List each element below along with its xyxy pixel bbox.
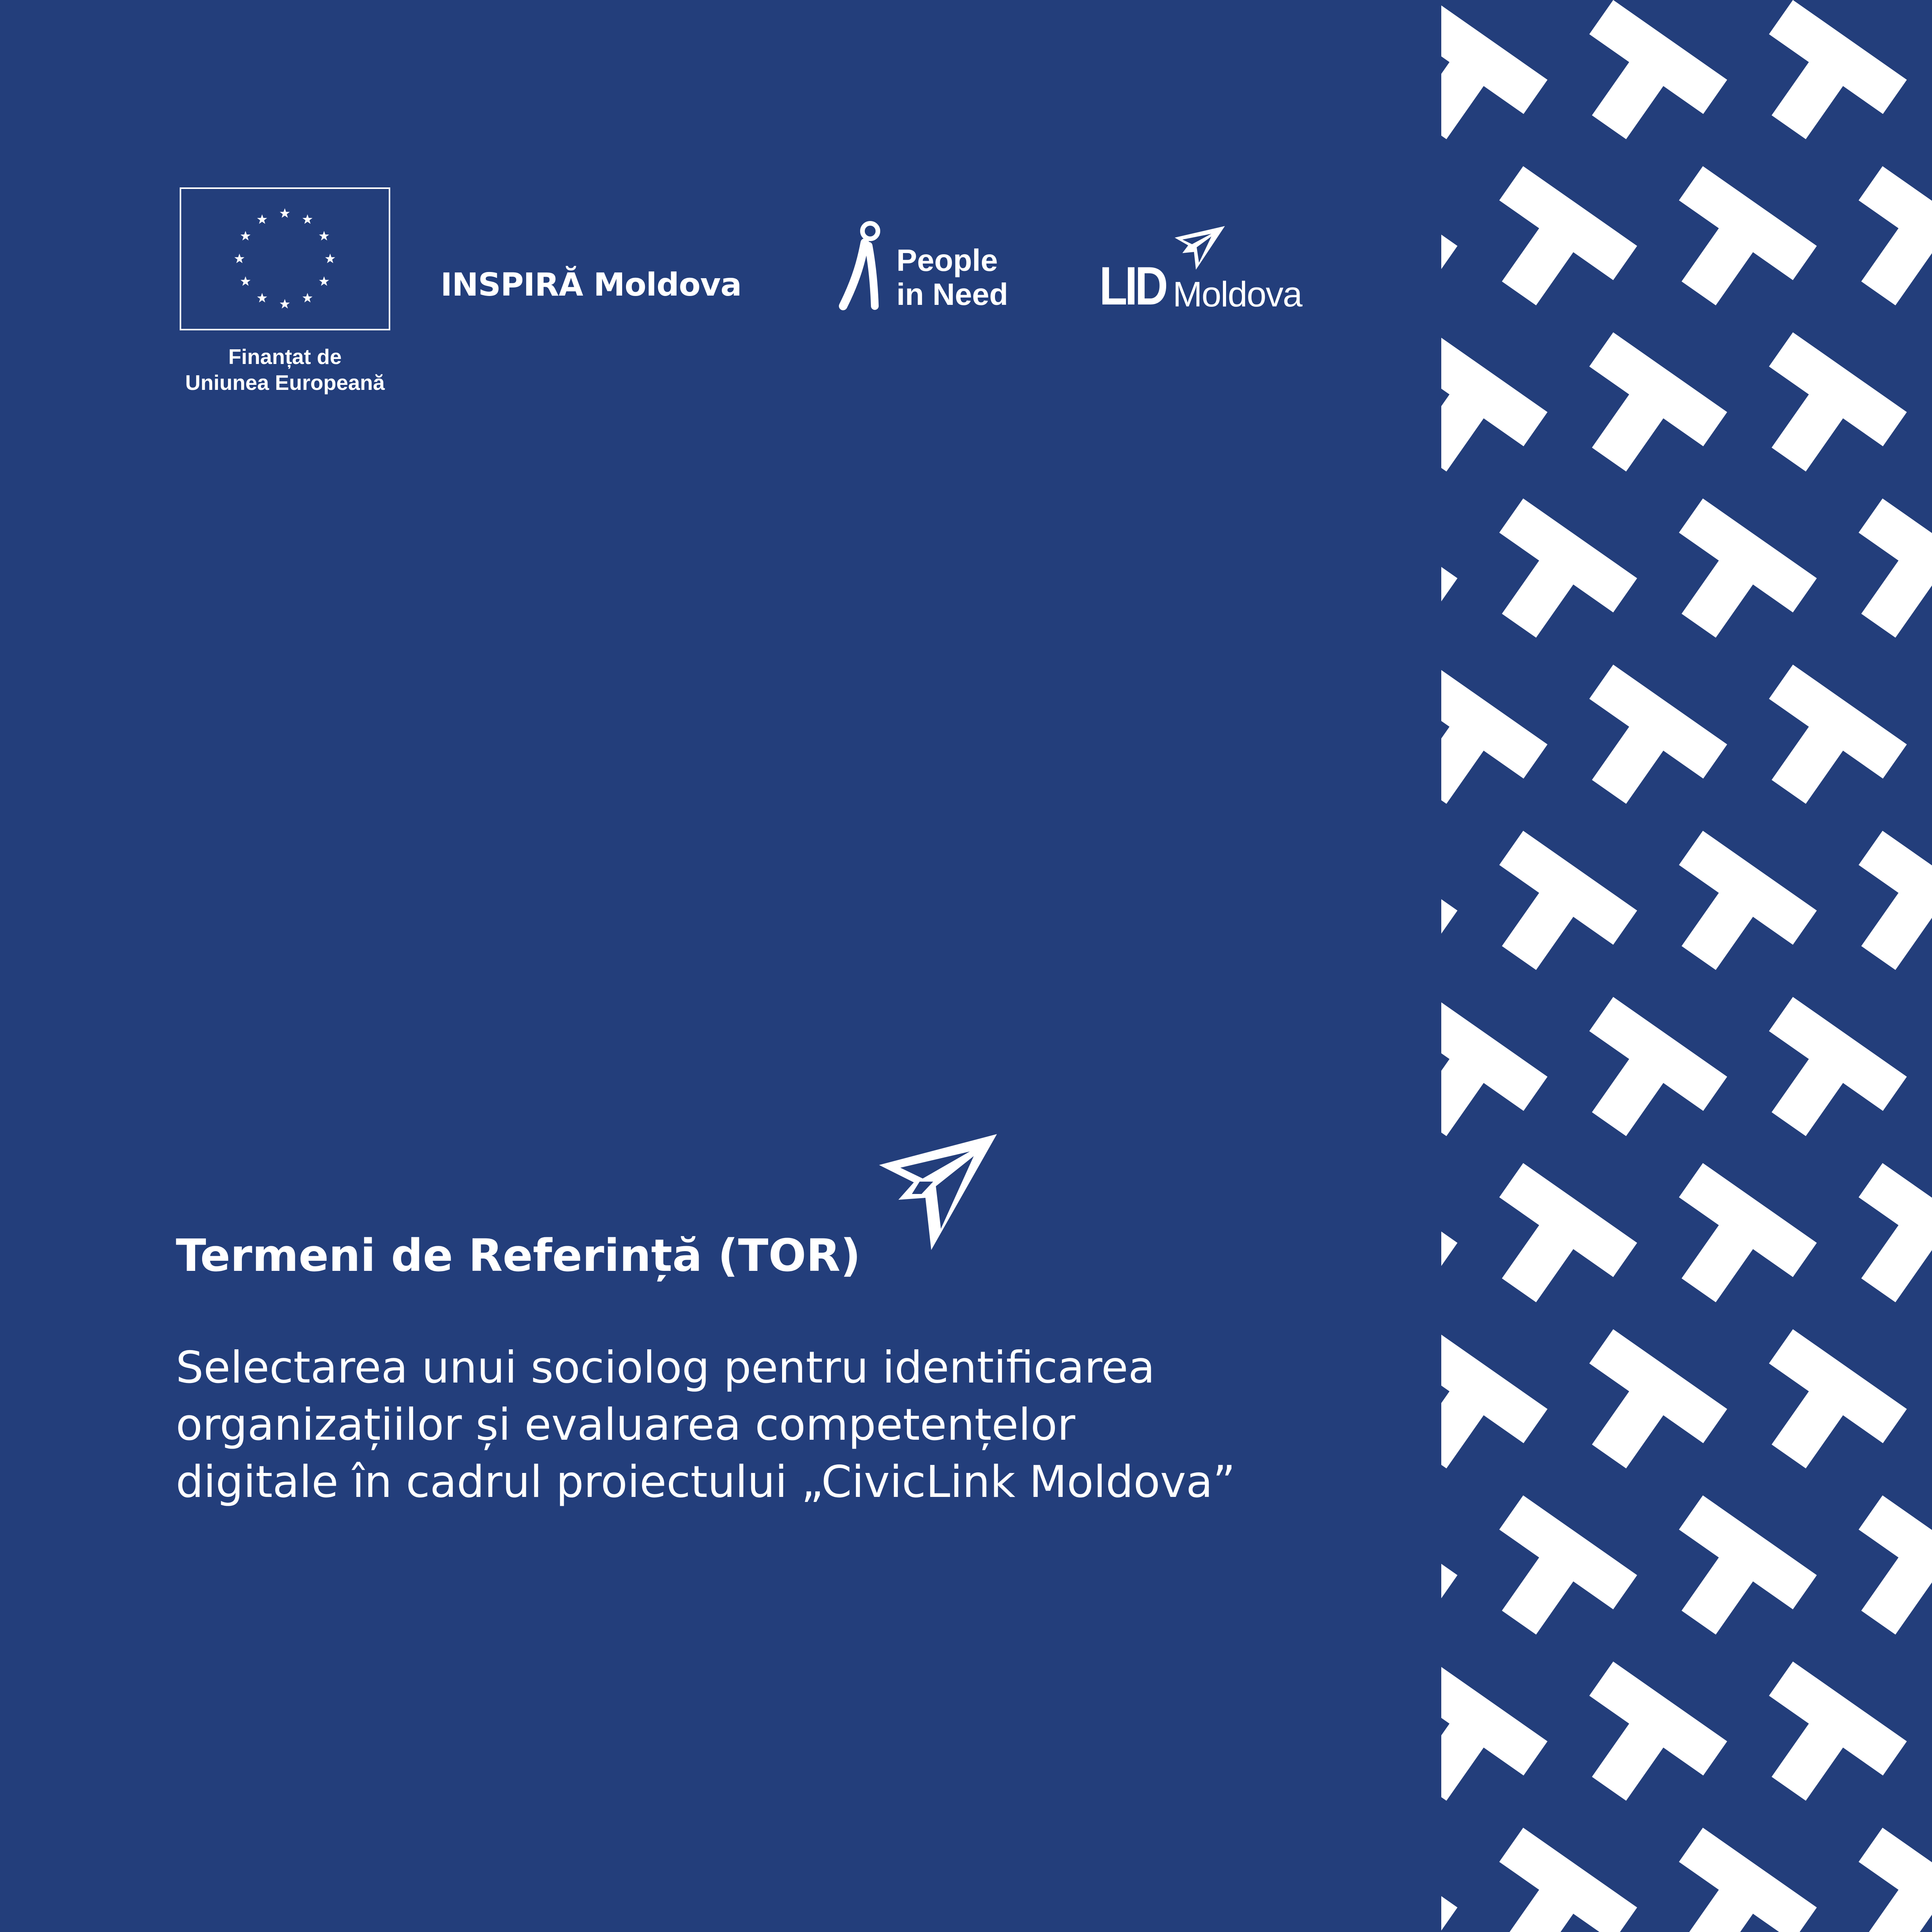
paper-plane-icon xyxy=(1173,224,1227,274)
eu-star-icon xyxy=(240,231,250,241)
eu-star-icon xyxy=(235,253,245,263)
eu-flag-icon xyxy=(180,187,390,330)
page-title: Termeni de Referință (TOR) xyxy=(176,1230,861,1282)
subtitle xyxy=(176,1339,1374,1510)
person-figure-icon xyxy=(835,216,893,313)
eu-star-icon xyxy=(319,231,329,241)
eu-star-icon xyxy=(257,293,267,303)
people-in-need-logo xyxy=(835,216,1028,313)
eu-caption-line1: Finanțat de xyxy=(228,345,342,369)
eu-star-icon xyxy=(240,276,250,286)
pin-line2: in Need xyxy=(896,277,1008,311)
eu-star-icon xyxy=(303,214,313,224)
lid-moldova-text: Moldova xyxy=(1173,275,1302,314)
lid-moldova-logo xyxy=(1097,224,1321,317)
people-in-need-text xyxy=(896,243,1008,311)
eu-caption-line2: Uniunea Europeană xyxy=(185,371,385,395)
eu-star-icon xyxy=(280,208,290,218)
pin-line1: People xyxy=(896,243,998,277)
eu-star-icon xyxy=(280,299,290,309)
paper-plane-icon xyxy=(877,1132,1001,1256)
lid-letters: LID xyxy=(1099,255,1166,316)
eu-caption xyxy=(178,344,392,396)
eu-star-icon xyxy=(257,214,267,224)
decorative-pattern xyxy=(1441,0,1932,1932)
eu-star-icon xyxy=(319,276,329,286)
eu-star-icon xyxy=(325,253,335,263)
subtitle-line-3: digitale în cadrul proiectului „CivicLink Moldova” xyxy=(176,1456,1236,1507)
subtitle-line-1: Selectarea unui sociolog pentru identificarea xyxy=(176,1342,1155,1393)
eu-star-icon xyxy=(303,293,313,303)
inspira-moldova-logo: INSPIRĂ Moldova xyxy=(440,267,742,303)
subtitle-line-2: organizațiilor și evaluarea competențelor xyxy=(176,1399,1075,1450)
